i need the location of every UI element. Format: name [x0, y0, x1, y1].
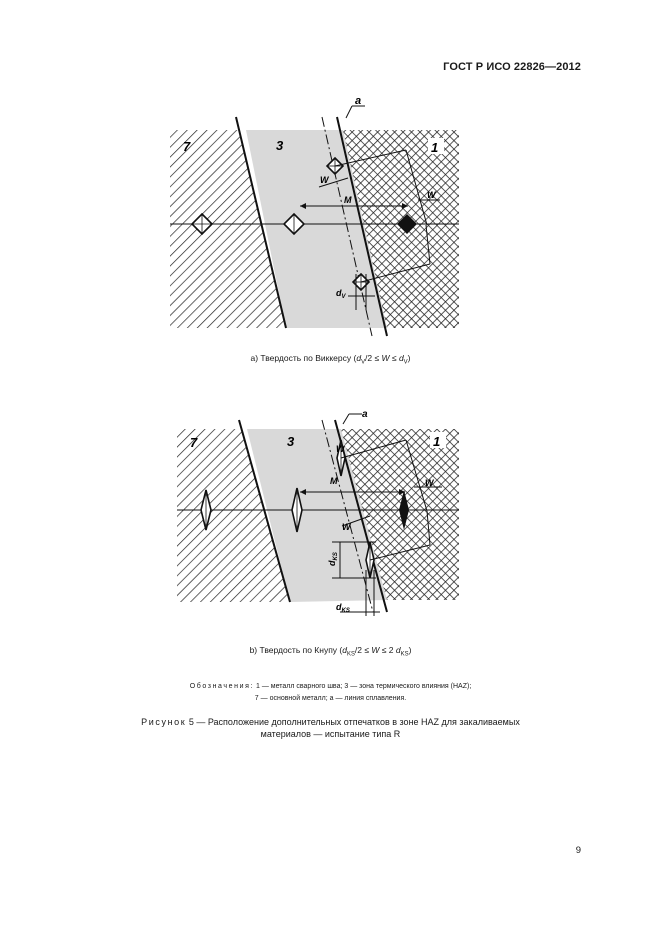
label-haz: 3 — [287, 434, 295, 449]
label-m: M — [330, 476, 338, 486]
figure-title-line-1: Рисунок 5 — Расположение дополнительных отпечатков в зоне HAZ для закаливаемых — [141, 717, 520, 727]
caption-figure-a: a) Твердость по Виккерсу $(d_V/2 \le W \le d_V)$ — [250, 353, 411, 366]
label-w: W — [342, 522, 351, 532]
label-d: $d_V$ — [336, 288, 346, 300]
label-weld-metal: 1 — [431, 140, 439, 155]
figure-legend — [0, 681, 661, 705]
legend-line-1: Обозначения: 1 — металл сварного шва; 3 — зона термического влияния (HAZ); — [189, 683, 472, 690]
figure-title — [0, 716, 661, 740]
label-w-top: W — [336, 444, 345, 454]
label-d-vertical: $d_{KS}$ — [327, 552, 339, 566]
label-fusion-line: a — [362, 409, 368, 420]
label-w-right: W — [427, 190, 436, 200]
label-w: W — [320, 175, 329, 185]
page-number: 9 — [575, 845, 581, 856]
figure-title-line-2: материалов — испытание типа R — [260, 729, 401, 739]
label-base-metal: 7 — [183, 139, 191, 154]
label-d-horizontal: $d_{KS}$ — [336, 602, 350, 614]
label-base-metal: 7 — [190, 435, 198, 450]
figure-a-vickers-diagram — [150, 92, 480, 347]
label-weld-metal: 1 — [433, 434, 441, 449]
label-haz: 3 — [276, 138, 284, 153]
label-m: M — [344, 195, 352, 205]
label-fusion-line: a — [355, 95, 362, 107]
document-header: ГОСТ Р ИСО 22826—2012 — [443, 61, 581, 73]
figure-b-knoop-diagram — [160, 405, 470, 625]
label-w-right: W — [425, 478, 434, 488]
legend-line-2: 7 — основной металл; a — линия сплавления. — [254, 695, 407, 702]
caption-figure-b: b) Твердость по Кнупу ($d_{KS}/2 \le W \le 2$ $d_{KS}$) — [249, 645, 412, 658]
